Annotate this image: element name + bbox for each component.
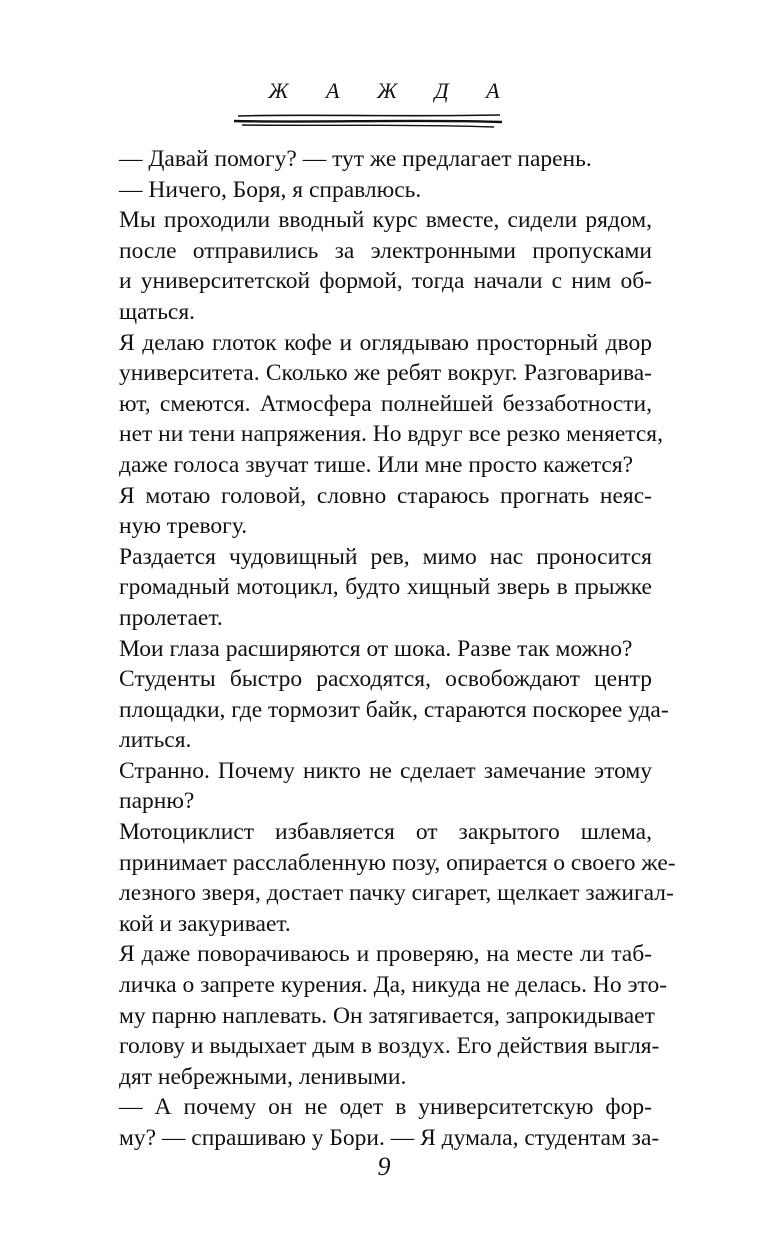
text-line: пролетает. [119,604,223,631]
text-line: нет ни тени напряжения. Но вдруг все резко меняется, [119,421,663,448]
text-line: голову и выдыхает дым в воздух. Его действия выгля- [119,1033,660,1060]
text-line: литься. [119,727,192,754]
text-line: личка о запрете курения. Да, никуда не делась. Но это- [119,972,668,999]
text-line: — А почему он не одет в университетскую фор- [119,1094,652,1121]
text-line: Странно. Почему никто не сделает замечание этому [119,757,652,784]
text-line: ную тревогу. [119,513,248,540]
text-line: Я делаю глоток кофе и оглядываю просторный двор [119,329,652,356]
text-line: Раздается чудовищный рев, мимо нас проносится [119,543,652,570]
text-line: Я мотаю головой, словно стараюсь прогнать неяс- [119,482,652,509]
paragraph [87,481,652,542]
text-line: му парню наплевать. Он затягивается, запрокидывает [119,1002,655,1029]
text-line: — Давай помогу? — тут же предлагает парень. [119,146,592,172]
paragraph [87,205,652,327]
text-line: кой и закуривает. [119,910,291,937]
paragraph [87,756,652,817]
paragraph [87,1092,660,1153]
text-line: Мотоциклист избавляется от закрытого шлема, [119,819,652,846]
text-line: Мы проходили вводный курс вместе, сидели рядом, [119,207,652,234]
paragraph [87,939,668,1092]
text-line: после отправились за электронными пропусками [119,237,652,264]
text-line: му? — спрашиваю у Бори. — Я думала, студентам за- [119,1125,660,1151]
text-line: парню? [119,788,195,815]
page-body-text [87,144,676,1154]
running-header [0,78,768,104]
paragraph [87,328,663,481]
paragraph [87,664,669,756]
paragraph [87,634,652,665]
text-line: щаться. [119,298,196,325]
page-number: 9 [377,1152,391,1181]
paragraph [87,542,652,634]
paragraph [87,817,676,939]
text-line: громадный мотоцикл, будто хищный зверь в прыжке [119,574,652,601]
text-line: Мои глаза расширяются от шока. Разве так можно? [119,635,633,662]
text-line: дят небрежными, ленивыми. [119,1063,407,1090]
book-title: Ж А Ж Д А [268,78,516,103]
text-line: Я даже поворачиваюсь и проверяю, на месте ли таб- [119,941,652,968]
text-line: университета. Сколько же ребят вокруг. Разговарива- [119,360,652,387]
text-line: — Ничего, Боря, я справлюсь. [119,176,422,203]
text-line: ют, смеются. Атмосфера полнейшей беззаботности, [119,390,652,417]
text-line: принимает расслабленную позу, опирается о своего же- [119,849,676,876]
text-line: даже голоса звучат тише. Или мне просто кажется? [119,451,634,478]
text-line: площадки, где тормозит байк, стараются поскорее уда- [119,696,669,723]
paragraph [87,175,652,206]
text-line: Студенты быстро расходятся, освобождают центр [119,666,652,693]
text-line: и университетской формой, тогда начали с ним об- [119,268,652,295]
text-line: лезного зверя, достает пачку сигарет, щелкает зажигал- [119,880,674,907]
paragraph [87,144,652,175]
header-ornament-lines [232,112,504,130]
